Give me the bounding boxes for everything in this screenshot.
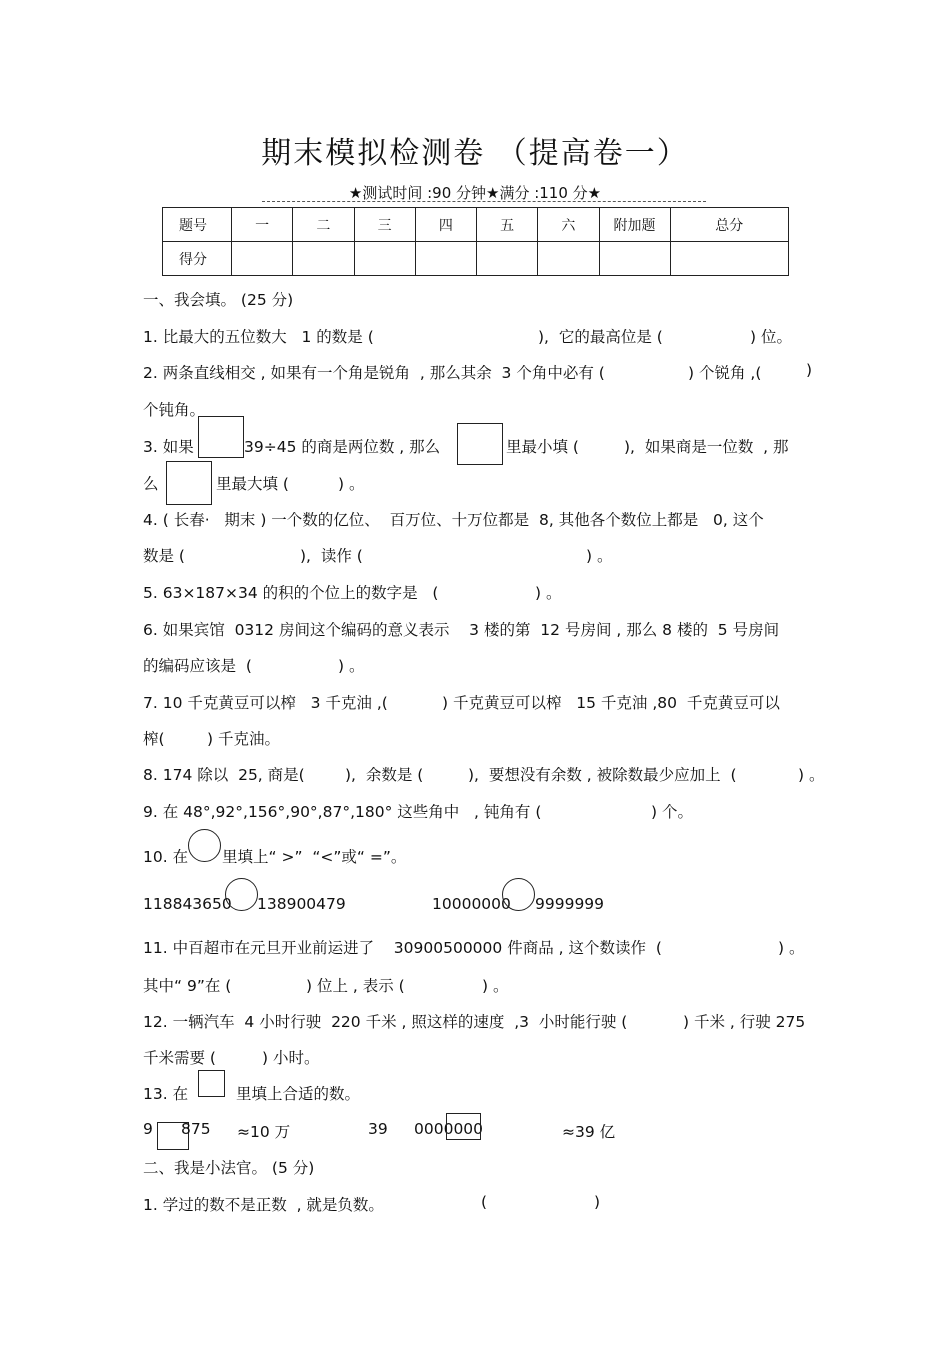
answer-box[interactable] [446, 1113, 481, 1140]
question-text: 0000000 [414, 1120, 484, 1138]
table-row [163, 242, 789, 276]
table-row [163, 208, 789, 242]
question-text: 其中“ 9”在 ( [143, 977, 232, 995]
score-cell[interactable] [599, 242, 670, 276]
question-text: 千米需要 ( [143, 1049, 216, 1067]
question-text: ) 千克油。 [207, 730, 280, 748]
compare-circle[interactable] [225, 878, 258, 911]
question-text: ) [594, 1193, 601, 1211]
question-text: ) 个。 [651, 803, 693, 821]
question-text: 1. 比最大的五位数大 1 的数是 ( [143, 328, 374, 346]
question-text: ) 千克黄豆可以榨 15 千克油 ,80 千克黄豆可以 [442, 694, 780, 712]
score-cell[interactable] [293, 242, 354, 276]
question-text: 么 [143, 475, 159, 493]
score-table [162, 207, 789, 276]
table-cell: 二 [293, 208, 354, 242]
score-cell[interactable] [538, 242, 599, 276]
question-text: 里填上“ >” “<”或“ =”。 [222, 848, 407, 866]
question-text: 10000000 [432, 895, 511, 913]
table-cell: 一 [232, 208, 293, 242]
question-text: ) 。 [338, 475, 365, 493]
answer-box[interactable] [166, 461, 212, 505]
question-text: 2. 两条直线相交 , 如果有一个角是锐角 , 那么其余 3 个角中必有 ( [143, 364, 605, 382]
question-text: ( [481, 1193, 488, 1211]
question-text: ≈10 万 [237, 1123, 291, 1141]
question-text: ) 小时。 [262, 1049, 320, 1067]
score-cell[interactable] [415, 242, 476, 276]
table-cell: 总分 [670, 208, 789, 242]
question-text: ) 。 [586, 547, 613, 565]
question-text: 118843650 [143, 895, 232, 913]
table-cell: 四 [415, 208, 476, 242]
question-text: 9999999 [535, 895, 605, 913]
table-cell: 附加题 [599, 208, 670, 242]
question-text: 13. 在 [143, 1085, 189, 1103]
question-text: ) [806, 361, 813, 379]
question-text: ) 个锐角 ,( [688, 364, 762, 382]
question-text: 9 [143, 1120, 153, 1138]
question-text: 10. 在 [143, 848, 189, 866]
question-text: 39 [368, 1120, 388, 1138]
question-text: 3. 如果 [143, 438, 194, 456]
question-text: 875 [181, 1120, 211, 1138]
question-text: 数是 ( [143, 547, 185, 565]
question-text: ) 千米 , 行驶 275 [683, 1013, 806, 1031]
question-text: ), 它的最高位是 ( [538, 328, 663, 346]
question-text: ), 如果商是一位数 , 那 [624, 438, 789, 456]
answer-box[interactable] [457, 423, 503, 465]
answer-box[interactable] [198, 416, 244, 458]
question-text: 11. 中百超市在元旦开业前运进了 30900500000 件商品 , 这个数读作 ( [143, 939, 662, 957]
table-cell: 六 [538, 208, 599, 242]
question-text: 1. 学过的数不是正数 , 就是负数。 [143, 1196, 384, 1214]
table-cell: 得分 [163, 242, 232, 276]
question-text: 9. 在 48°,92°,156°,90°,87°,180° 这些角中 , 钝角有 ( [143, 803, 542, 821]
question-text: ) 。 [798, 766, 825, 784]
divider [262, 201, 706, 202]
answer-box[interactable] [198, 1070, 225, 1097]
score-cell[interactable] [232, 242, 293, 276]
table-cell: 三 [354, 208, 415, 242]
question-text: 12. 一辆汽车 4 小时行驶 220 千米 , 照这样的速度 ,3 小时能行驶 ( [143, 1013, 628, 1031]
question-text: 里填上合适的数。 [236, 1085, 361, 1103]
exam-info: ★测试时间 :90 分钟★满分 :110 分★ [348, 184, 602, 202]
question-text: 里最小填 ( [506, 438, 579, 456]
question-text: ) 。 [778, 939, 805, 957]
question-text: 5. 63×187×34 的积的个位上的数字是 ( [143, 584, 439, 602]
question-text: ≈39 亿 [562, 1123, 616, 1141]
question-text: 榨( [143, 730, 165, 748]
question-text: 个钝角。 [143, 401, 206, 419]
score-cell[interactable] [354, 242, 415, 276]
score-cell[interactable] [477, 242, 538, 276]
table-cell: 题号 [163, 208, 232, 242]
question-text: 的编码应该是 ( [143, 657, 252, 675]
question-text: 138900479 [257, 895, 346, 913]
question-text: 39÷45 的商是两位数 , 那么 [244, 438, 441, 456]
question-text: 8. 174 除以 25, 商是( [143, 766, 305, 784]
question-text: 6. 如果宾馆 0312 房间这个编码的意义表示 3 楼的第 12 号房间 , 那么 8 楼的 5 号房间 [143, 621, 780, 639]
section-heading: 一、我会填。 (25 分) [143, 291, 294, 309]
table-cell: 五 [477, 208, 538, 242]
question-text: ) 位上 , 表示 ( [306, 977, 405, 995]
question-text: ) 。 [338, 657, 365, 675]
question-text: 里最大填 ( [216, 475, 289, 493]
question-text: ), 余数是 ( [345, 766, 424, 784]
compare-circle[interactable] [502, 878, 535, 911]
question-text: ) 位。 [750, 328, 792, 346]
question-text: ), 要想没有余数 , 被除数最少应加上 ( [468, 766, 737, 784]
section-heading: 二、我是小法官。 (5 分) [143, 1159, 315, 1177]
question-text: ), 读作 ( [300, 547, 363, 565]
question-text: ) 。 [482, 977, 509, 995]
page-title: 期末模拟检测卷 （提高卷一） [261, 136, 689, 171]
score-cell[interactable] [670, 242, 789, 276]
question-text: 7. 10 千克黄豆可以榨 3 千克油 ,( [143, 694, 388, 712]
question-text: ) 。 [535, 584, 562, 602]
question-text: 4. ( 长春· 期末 ) 一个数的亿位、 百万位、十万位都是 8, 其他各个数位上都是 0, 这个 [143, 511, 764, 529]
compare-circle[interactable] [188, 829, 221, 862]
